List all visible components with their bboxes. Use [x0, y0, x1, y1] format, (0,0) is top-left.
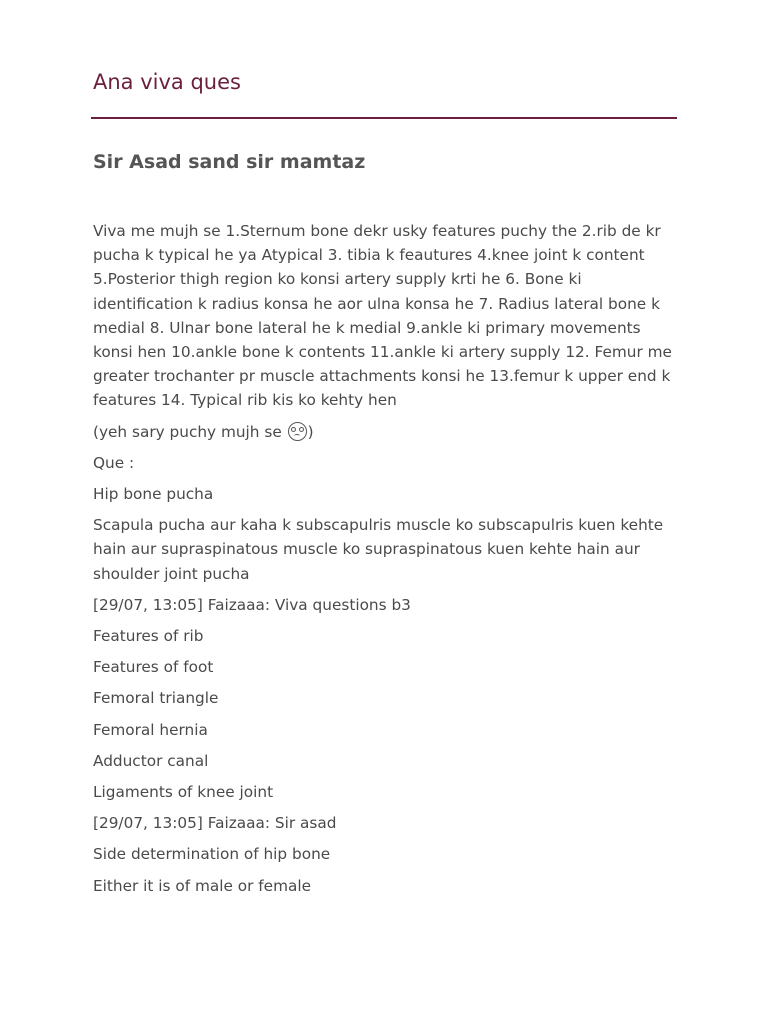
paragraph: Features of foot: [93, 658, 214, 677]
paragraph: [29/07, 13:05] Faizaaa: Sir asad: [93, 814, 337, 833]
disappointed-face-icon: [288, 422, 307, 441]
document-title: Ana viva ques: [93, 70, 241, 94]
note-text: (yeh sary puchy mujh se: [93, 422, 287, 441]
paragraph: Scapula pucha aur kaha k subscapulris muscle ko subscapulris kuen kehte hain aur supraspinatous muscle ko supraspinatous kuen kehte hain aur shoulder joint pucha: [93, 516, 664, 583]
title-divider: [91, 117, 677, 119]
paragraph: Either it is of male or female: [93, 876, 312, 895]
paragraph: [29/07, 13:05] Faizaaa: Viva questions b3: [93, 595, 411, 614]
intro-paragraph: Viva me mujh se 1.Sternum bone dekr usky features puchy the 2.rib de kr pucha k typical he ya Atypical 3. tibia k feautures 4.knee joint k content 5.Posterior thigh region ko konsi artery supply krti he 6. Bone ki identification k radius konsa he aor ulna konsa he 7. Radius lateral bone k medial 8. Ulnar bone lateral he k medial 9.ankle ki primary movements konsi hen 10.ankle bone k contents 11.ankle ki artery supply 12. Femur me greater trochanter pr muscle attachments konsi he 13.femur k upper end k features 14. Typical rib kis ko kehty hen: [93, 222, 672, 410]
paragraph: Side determination of hip bone: [93, 845, 331, 864]
paragraph: Femoral hernia: [93, 720, 208, 739]
paragraph: Adductor canal: [93, 751, 209, 770]
note-close: ): [307, 422, 314, 441]
document-subtitle: Sir Asad sand sir mamtaz: [93, 151, 366, 173]
paragraph: Femoral triangle: [93, 689, 219, 708]
document-body: [93, 219, 677, 905]
paragraph: Hip bone pucha: [93, 485, 214, 504]
paragraph: Features of rib: [93, 627, 204, 646]
note-paragraph: [93, 420, 677, 444]
paragraph: Que :: [93, 453, 135, 472]
paragraph: Ligaments of knee joint: [93, 783, 274, 802]
